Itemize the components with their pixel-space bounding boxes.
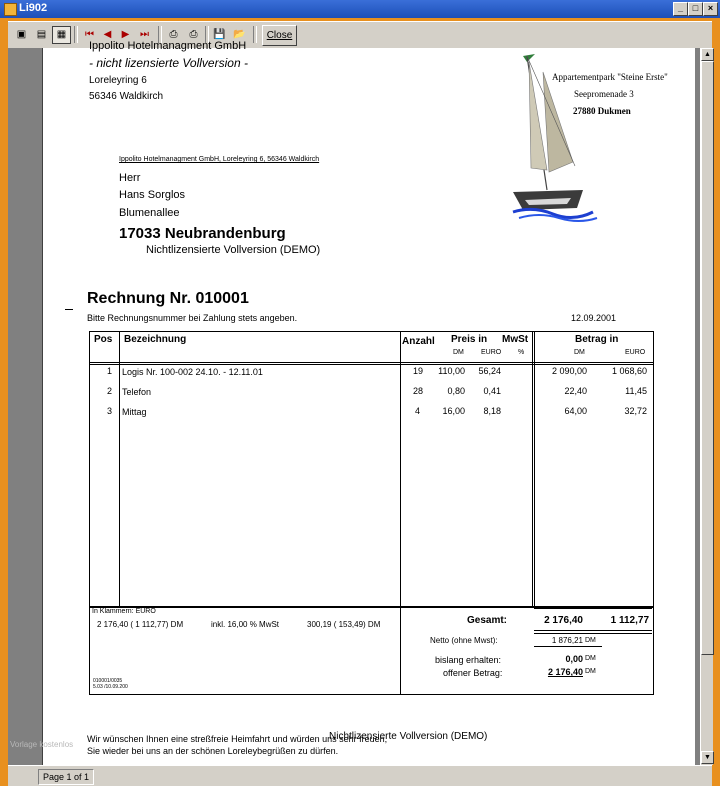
watermark: Vorlage kostenlos (10, 740, 74, 749)
open-unit: DM (585, 668, 596, 675)
invoice-title: Rechnung Nr. 010001 (87, 290, 249, 307)
sender-company: Ippolito Hotelmanagment GmbH (89, 40, 247, 52)
row-3-amount-dm: 64,00 (564, 406, 587, 416)
logo-line-3: 27880 Dukmen (573, 106, 631, 116)
app-icon (4, 3, 17, 16)
row-1-price-euro: 56,24 (478, 366, 501, 376)
vat-line-amount: 2 176,40 ( 1 112,77) DM (97, 620, 184, 629)
header-vat-pct: % (518, 349, 525, 356)
recipient-note: Nichtlizensierte Vollversion (DEMO) (146, 244, 321, 256)
minimize-button[interactable]: _ (673, 2, 688, 16)
invoice-date: 12.09.2001 (571, 313, 617, 323)
scroll-thumb[interactable] (701, 61, 714, 655)
two-page-icon[interactable]: ▤ (36, 29, 47, 40)
table-header-divider (89, 364, 654, 365)
demo-footer-note: Nichtlizensierte Vollversion (DEMO) (329, 731, 488, 742)
row-1-amount-dm: 2 090,00 (551, 366, 587, 376)
reference-1: 010001/0035 (93, 678, 123, 684)
row-1-desc: Logis Nr. 100-002 24.10. - 12.11.01 (122, 367, 263, 377)
title-bar (0, 0, 720, 18)
header-amount: Betrag in (575, 334, 619, 345)
close-window-button[interactable]: × (703, 2, 718, 16)
open-value: 2 176,40 (547, 667, 583, 677)
header-price-euro: EURO (481, 349, 502, 356)
total-label: Gesamt: (467, 615, 508, 626)
status-bar (8, 765, 712, 786)
net-value: 1 876,21 (551, 636, 583, 645)
first-page-icon[interactable]: ⏮ (85, 29, 94, 40)
total-euro: 1 112,77 (610, 615, 649, 626)
open-icon[interactable]: 📂 (233, 29, 246, 40)
scroll-up-icon[interactable]: ▲ (701, 48, 714, 61)
closing-line-1: Wir wünschen Ihnen eine streßfreie Heimfahrt und würden uns sehr freuen, (87, 734, 388, 744)
row-2-qty: 28 (413, 386, 424, 396)
header-vat: MwSt (502, 334, 529, 345)
header-qty: Anzahl (402, 336, 435, 347)
header-price-dm: DM (453, 349, 464, 356)
header-amount-euro: EURO (625, 349, 646, 356)
closing-line-2: Sie wieder bei uns an der schönen Loreleybegrüßen zu dürfen. (87, 746, 339, 756)
toolbar-separator (253, 26, 257, 43)
row-1-price-dm: 110,00 (438, 366, 465, 376)
total-top-rule (534, 607, 652, 609)
toolbar-separator (74, 26, 78, 43)
preview-area[interactable] (8, 40, 700, 765)
vat-line-value: 300,19 ( 153,49) DM (307, 620, 381, 629)
table-header-divider (89, 362, 654, 363)
row-1-amount-euro: 1 068,60 (611, 366, 647, 376)
maximize-button[interactable]: □ (688, 2, 703, 16)
row-2-amount-dm: 22,40 (564, 386, 587, 396)
recipient-name: Hans Sorglos (119, 189, 186, 201)
col-divider (400, 331, 401, 608)
vertical-scrollbar[interactable] (700, 48, 713, 765)
print-icon[interactable]: ⎙ (189, 29, 198, 40)
row-3-desc: Mittag (122, 407, 147, 417)
total-rule (534, 633, 652, 634)
total-dm: 2 176,40 (544, 615, 583, 626)
net-label: Netto (ohne Mwst): (430, 636, 498, 645)
return-address: Ippolito Hotelmanagment GmbH, Loreleyring 6, 56346 Waldkirch (119, 156, 320, 163)
vat-line-incl: inkl. 16,00 % MwSt (211, 620, 280, 629)
print-setup-icon[interactable]: ⎙ (169, 29, 178, 40)
invoice-page (42, 40, 695, 773)
net-rule (534, 646, 602, 647)
logo-line-1: Appartementpark "Steine Erste" (552, 72, 668, 82)
row-2-desc: Telefon (122, 387, 152, 397)
received-value: 0,00 (565, 654, 583, 664)
received-label: bislang erhalten: (435, 655, 502, 665)
row-3-pos: 3 (107, 406, 113, 416)
recipient-city: 17033 Neubrandenburg (119, 225, 286, 242)
last-page-icon[interactable]: ⏭ (140, 29, 149, 40)
col-divider (534, 331, 535, 608)
logo-line-2: Seepromenade 3 (574, 89, 634, 99)
row-3-qty: 4 (415, 406, 421, 416)
recipient-salutation: Herr (119, 172, 141, 184)
totals-divider (400, 606, 401, 694)
row-1-qty: 19 (413, 366, 424, 376)
row-2-amount-euro: 11,45 (625, 386, 647, 396)
received-unit: DM (585, 655, 596, 662)
col-divider (119, 331, 120, 608)
open-label: offener Betrag: (443, 668, 503, 678)
total-rule (534, 630, 652, 631)
invoice-hint: Bitte Rechnungsnummer bei Zahlung stets angeben. (87, 313, 298, 323)
header-pos: Pos (94, 334, 113, 345)
header-amount-dm: DM (574, 349, 585, 356)
page-indicator: Page 1 of 1 (38, 769, 94, 785)
next-page-icon[interactable]: ▶ (121, 29, 130, 40)
row-2-pos: 2 (107, 386, 113, 396)
row-3-amount-euro: 32,72 (624, 406, 647, 416)
row-2-price-euro: 0,41 (483, 386, 501, 396)
sender-city: 56346 Waldkirch (89, 91, 164, 102)
net-unit: DM (585, 637, 596, 644)
save-icon[interactable]: 💾 (213, 29, 226, 40)
reference-2: 5.03 /10.09.200 (93, 684, 128, 690)
row-2-price-dm: 0,80 (447, 386, 465, 396)
recipient-street: Blumenallee (119, 207, 180, 219)
close-preview-button[interactable]: Close (262, 25, 297, 46)
row-3-price-euro: 8,18 (483, 406, 501, 416)
col-divider (532, 331, 533, 608)
fold-mark (65, 309, 73, 310)
license-note: - nicht lizensierte Vollversion - (89, 56, 248, 70)
header-desc: Bezeichnung (124, 334, 187, 345)
zoom-page-icon[interactable]: ▦ (52, 26, 71, 44)
window-title: Li902 (19, 2, 48, 14)
row-3-price-dm: 16,00 (442, 406, 465, 416)
header-price: Preis in (451, 334, 488, 345)
sender-street: Loreleyring 6 (89, 75, 147, 86)
row-1-pos: 1 (107, 366, 113, 376)
scroll-down-icon[interactable]: ▼ (701, 751, 714, 764)
bracket-note: In Klammern: EURO (92, 608, 156, 615)
single-page-icon[interactable]: ▣ (16, 29, 27, 40)
prev-page-icon[interactable]: ◀ (103, 29, 112, 40)
